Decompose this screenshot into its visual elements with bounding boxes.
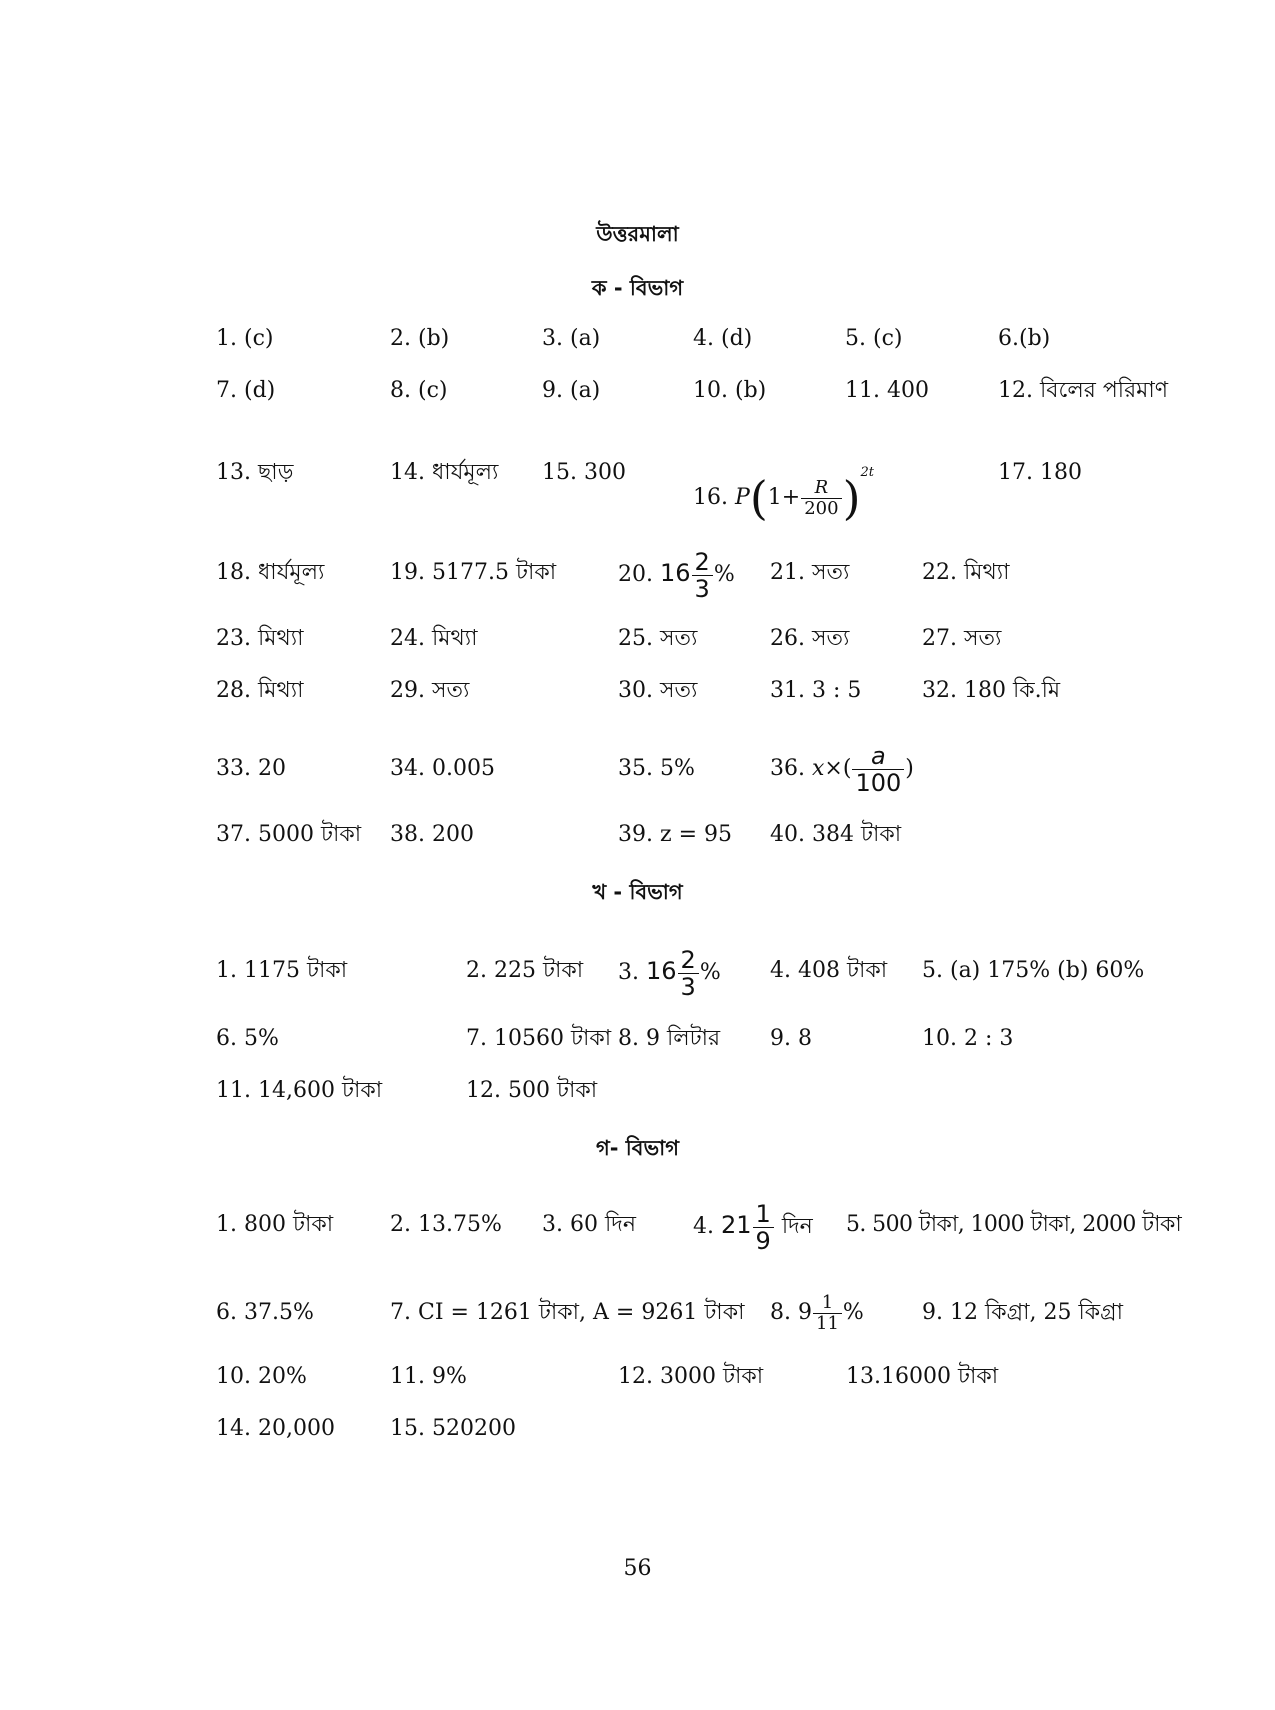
answer-kha-3-number: 3. [618, 960, 639, 985]
percent-sign: % [842, 1300, 864, 1325]
formula-close-paren: ) [905, 756, 914, 781]
formula-p: P [735, 485, 750, 510]
section-kha-heading: খ - বিভাগ [592, 880, 683, 904]
answer-kha-7: 7. 10560 টাকা [466, 1026, 612, 1051]
fraction-numerator: 1 [755, 1199, 771, 1228]
fraction-numerator: 1 [821, 1291, 834, 1313]
formula-x: x [812, 756, 825, 781]
fraction-denominator: 3 [678, 973, 699, 1000]
answer-kha-12: 12. 500 টাকা [466, 1078, 598, 1103]
mixed-whole: 9 [798, 1300, 812, 1325]
answer-ga-8 [770, 1280, 864, 1346]
answer-ga-1: 1. 800 টাকা [216, 1212, 334, 1237]
fraction-denominator: 200 [801, 498, 841, 519]
page-number: 56 [623, 1556, 652, 1581]
answer-ga-4 [693, 1192, 813, 1260]
section-ka-heading: ক - বিভাগ [591, 276, 684, 300]
answer-ka-7: 7. (d) [216, 378, 276, 403]
answer-ga-2: 2. 13.75% [390, 1212, 502, 1237]
answer-ka-11: 11. 400 [845, 378, 929, 403]
answer-ka-24: 24. মিথ্যা [390, 626, 478, 651]
answer-ga-3: 3. 60 দিন [542, 1212, 636, 1237]
answer-ka-39: 39. z = 95 [618, 822, 732, 847]
percent-sign: % [713, 562, 735, 587]
answer-kha-1: 1. 1175 টাকা [216, 958, 348, 983]
answer-ka-14: 14. ধার্যমূল্য [390, 460, 499, 485]
mixed-fraction [753, 1201, 774, 1254]
answer-ka-16-formula [693, 440, 874, 531]
answer-ga-12: 12. 3000 টাকা [618, 1364, 764, 1389]
answer-ka-21: 21. সত্য [770, 560, 850, 585]
fraction-numerator: 2 [694, 547, 710, 576]
answer-ka-37: 37. 5000 টাকা [216, 822, 362, 847]
mixed-whole: 21 [721, 1211, 752, 1239]
answer-ka-32: 32. 180 কি.মি [922, 678, 1061, 703]
mixed-fraction [678, 947, 699, 1000]
answer-ka-36 [770, 736, 914, 802]
answer-ka-25: 25. সত্য [618, 626, 698, 651]
answer-ka-40: 40. 384 টাকা [770, 822, 902, 847]
answer-ka-19: 19. 5177.5 টাকা [390, 560, 557, 585]
answer-ka-31: 31. 3 : 5 [770, 678, 862, 703]
answer-ga-11: 11. 9% [390, 1364, 467, 1389]
answer-ka-10: 10. (b) [693, 378, 767, 403]
answer-ka-26: 26. সত্য [770, 626, 850, 651]
answer-ka-9: 9. (a) [542, 378, 601, 403]
answer-ka-2: 2. (b) [390, 326, 450, 351]
answer-ka-22: 22. মিথ্যা [922, 560, 1010, 585]
answer-ka-12: 12. বিলের পরিমাণ [998, 378, 1169, 403]
answer-ka-3: 3. (a) [542, 326, 601, 351]
mixed-whole: 16 [660, 559, 691, 587]
close-paren: ) [842, 471, 861, 525]
answer-kha-11: 11. 14,600 টাকা [216, 1078, 383, 1103]
answer-ga-14: 14. 20,000 [216, 1416, 335, 1441]
answer-ga-4-number: 4. [693, 1214, 714, 1239]
answer-ka-34: 34. 0.005 [390, 756, 495, 781]
answer-kha-5: 5. (a) 175% (b) 60% [922, 958, 1145, 983]
fraction-denominator: 11 [813, 1313, 842, 1334]
answer-ka-16-number: 16. [693, 485, 728, 510]
answer-ka-38: 38. 200 [390, 822, 474, 847]
answer-ka-17: 17. 180 [998, 460, 1082, 485]
answer-ga-7: 7. CI = 1261 টাকা, A = 9261 টাকা [390, 1300, 745, 1325]
formula-exponent: 2t [860, 465, 875, 480]
page-title: উত্তরমালা [596, 222, 679, 246]
formula-times: ×( [824, 756, 852, 781]
answer-ka-20 [618, 540, 735, 608]
answer-ka-20-number: 20. [618, 562, 653, 587]
mixed-fraction [813, 1293, 842, 1334]
answer-ka-27: 27. সত্য [922, 626, 1002, 651]
answer-ka-28: 28. মিথ্যা [216, 678, 304, 703]
unit-days: দিন [781, 1214, 813, 1239]
percent-sign: % [699, 960, 721, 985]
fraction-numerator: R [814, 476, 829, 498]
fraction-denominator: 3 [692, 575, 713, 602]
answer-kha-9: 9. 8 [770, 1026, 812, 1051]
section-ga-heading: গ- বিভাগ [596, 1136, 679, 1160]
fraction-numerator: 2 [680, 945, 696, 974]
mixed-fraction [692, 549, 713, 602]
fraction-numerator: a [871, 741, 886, 770]
answer-ka-33: 33. 20 [216, 756, 286, 781]
fraction-denominator: 9 [753, 1227, 774, 1254]
answer-kha-10: 10. 2 : 3 [922, 1026, 1014, 1051]
fraction-a-over-100 [852, 743, 904, 796]
answer-ka-8: 8. (c) [390, 378, 448, 403]
answer-kha-4: 4. 408 টাকা [770, 958, 888, 983]
answer-ga-8-number: 8. [770, 1300, 791, 1325]
answer-kha-3 [618, 938, 721, 1006]
answer-ka-6: 6.(b) [998, 326, 1051, 351]
answer-ga-15: 15. 520200 [390, 1416, 516, 1441]
answer-ka-5: 5. (c) [845, 326, 903, 351]
open-paren: ( [749, 471, 768, 525]
answer-ka-1: 1. (c) [216, 326, 274, 351]
answer-ka-15: 15. 300 [542, 460, 626, 485]
answer-ga-6: 6. 37.5% [216, 1300, 314, 1325]
answer-ka-18: 18. ধার্যমূল্য [216, 560, 325, 585]
answer-ga-10: 10. 20% [216, 1364, 307, 1389]
formula-one-plus: 1+ [767, 485, 801, 510]
answer-kha-6: 6. 5% [216, 1026, 279, 1051]
answer-ka-23: 23. মিথ্যা [216, 626, 304, 651]
answer-kha-8: 8. 9 লিটার [618, 1026, 721, 1051]
fraction-denominator: 100 [852, 769, 904, 796]
answer-kha-2: 2. 225 টাকা [466, 958, 584, 983]
answer-ka-36-number: 36. [770, 756, 805, 781]
fraction-r-over-200 [801, 478, 841, 519]
answer-ga-9: 9. 12 কিগ্রা, 25 কিগ্রা [922, 1300, 1124, 1325]
answer-ka-13: 13. ছাড় [216, 460, 294, 485]
answer-ka-4: 4. (d) [693, 326, 753, 351]
answer-ka-30: 30. সত্য [618, 678, 698, 703]
answer-ka-29: 29. সত্য [390, 678, 470, 703]
answer-ga-13: 13.16000 টাকা [846, 1364, 999, 1389]
answer-ga-5: 5. 500 টাকা, 1000 টাকা, 2000 টাকা [846, 1212, 1182, 1237]
answer-ka-35: 35. 5% [618, 756, 695, 781]
mixed-whole: 16 [646, 957, 677, 985]
